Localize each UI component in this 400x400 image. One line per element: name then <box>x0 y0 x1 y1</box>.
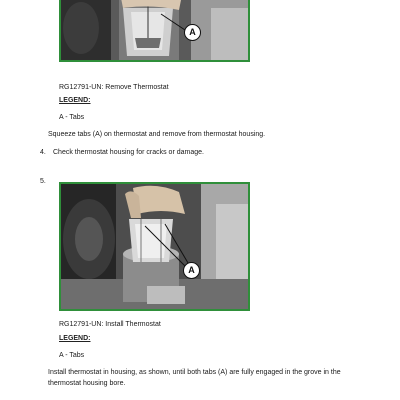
callout-a-figure2: A <box>183 262 200 279</box>
step-5-number: 5. <box>40 178 46 185</box>
instruction-install-line-1: Install thermostat in housing, as shown, until both tabs (A) are fully engaged in the grove in the <box>48 369 341 376</box>
figure1-legend-item: A - Tabs <box>59 114 85 121</box>
figure2-legend-label: LEGEND: <box>59 335 91 342</box>
figure1-caption: RG12791-UN: Remove Thermostat <box>59 84 169 91</box>
figure-remove-thermostat-photo <box>59 0 250 62</box>
thermostat-install-image <box>61 184 248 309</box>
instruction-install-line-2: thermostat housing bore. <box>48 380 126 387</box>
instruction-remove-thermostat: Squeeze tabs (A) on thermostat and remove from thermostat housing. <box>48 131 266 138</box>
figure-install-thermostat-photo <box>59 182 250 311</box>
figure2-caption: RG12791-UN: Install Thermostat <box>59 321 161 328</box>
figure2-legend-item: A - Tabs <box>59 352 85 359</box>
step-4-text: Check thermostat housing for cracks or damage. <box>53 149 204 156</box>
figure1-legend-label: LEGEND: <box>59 97 91 104</box>
thermostat-removal-image <box>61 0 248 60</box>
step-4-number: 4. <box>40 149 46 156</box>
callout-a-figure1: A <box>184 24 201 41</box>
